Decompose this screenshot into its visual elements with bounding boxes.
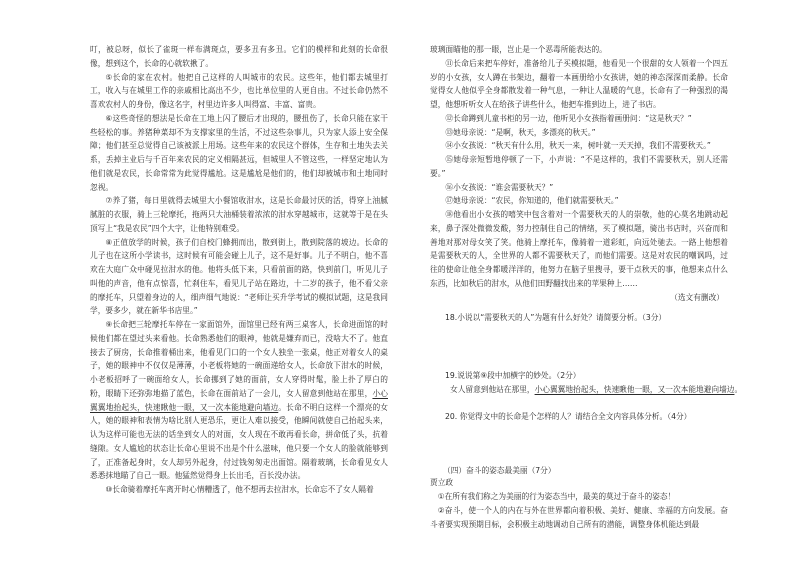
section-4-paragraph-2: ②奋斗，使一个人的内在与外在世界都向着积极、美好、健康、幸福的方向发展。奋斗者要实现预期目标，会积极主动地调动自己所有的潜能，调整身体机能达到最 bbox=[430, 506, 728, 529]
quote-after: 。 bbox=[734, 385, 743, 394]
question-20: 20. 你觉得文中的长命是个怎样的人？请结合全文内容具体分析。（4分） bbox=[445, 412, 692, 421]
section-4-paragraph-1: ①在所有我们称之为美丽的行为姿态当中，最美的莫过于奋斗的姿态！ bbox=[437, 492, 676, 501]
question-19: 19.说说第⑨段中加横字的妙处。（2分） bbox=[445, 371, 581, 380]
paragraph-15: ⑮她母亲短暂地停顿了一下，小声说：“不是这样的，我们不需要秋天，别人还需要。” bbox=[430, 155, 728, 178]
paragraph-9 bbox=[90, 318, 388, 483]
source-note: （选文有删改） bbox=[670, 292, 724, 302]
left-column bbox=[90, 43, 388, 497]
paragraph-9-before: ⑨长命把三轮摩托车停在一家面馆外，面馆里已经有两三桌客人，长命进面馆的时候他们都在望过头来看他。长命熟悉他们的眼神，他就是嫌弃而已，没啥大不了。他直接去了厨房，长命推着桶出来，他看见门口的一个女人独坐一张桌，他正对着女人的桌子，她的眼神中不仅仅是薄薄，小老板将她的一碗面递给女人，长命放下泔水的时候，小老板招呼了一碗面给女人，长命挪到了她的面前，女人穿得时髦，脸上扑了厚白的粉，眼睛下还弥弥地描了蓝色，长命在面前站了一会儿，女人留意到他站在那里， bbox=[90, 320, 388, 398]
paragraph-9-underlined: 小心翼翼地抬起头，快速瞅他一眼，又一次本能地避向墙边 bbox=[90, 388, 388, 412]
quote-underlined: 小心翼翼地抬起头，快速瞅他一眼，又一次本能地避向墙边 bbox=[534, 385, 735, 394]
right-column-story bbox=[430, 43, 728, 304]
paragraph-16: ⑯小女孩说：“谁会需要秋天？” bbox=[445, 182, 554, 192]
paragraph-13: ⑬她母亲说：“是啊，秋天，多漂亮的秋天。” bbox=[445, 127, 596, 137]
paragraph-11: ⑪长命后来把车停好，准备给儿子买模拟题，他看见一个很甜的女人领着一个四五岁的小女孩，女人蹲在书架边，翻着一本画册给小女孩讲，她的神态深深而柔静。长命觉得女人他似乎全身都散发着一种气息，一种让人温暖的气息，长命有了一种强烈的渴望，他想听听女人在给孩子讲些什么，他把车推到边上，进了书店。 bbox=[430, 58, 728, 109]
paragraph-10: ⑩长命骑着摩托车离开时心情糟透了，他不想再去拉泔水，长命忘不了女人隔着 bbox=[105, 485, 374, 494]
paragraph-continued: 叮，被总呀，似长了雀斑一样布满斑点，要多丑有多丑。它们的模样和此刻的长命很像，想到这个，长命的心就软揪了。 bbox=[90, 45, 388, 68]
paragraph-18: ⑱他看出小女孩的嘻笑中包含着对一个需要秋天的人的崇敬，他的心莫名地跳动起来，鼻子深处微微发酸，努力控制住自己的情绪，买了模拟题，骑出书店时，兴奋而和善地对那对母女笑了笑。他骑上摩托车，像骑着一道彩虹，向远处驰去。一路上他想着是需要秋天的人，全世界的人都不需要秋天了，而他们需要。这是对农民的嘲讽吗，过往的使命让他全身都暖洋洋的，他努力在脑子里搜寻，要干点秋天的事，他想来点什么东西，比如秋后的泔水，从他们田野翻找出来的苹果种上…… bbox=[430, 210, 728, 288]
section-4-author: 贾立政 bbox=[430, 478, 454, 487]
paragraph-9-after: 。长命不明白这样一个漂亮的女人，她的眼神和表情为啥比别人更恐乐，更让人难以接受，他瞬间就使自己抬起头来，认为这样可能也无法的话坐到女人的对面，女人现在不敢再看长命，拼命低了头，抗着缝隙。女人尴尬的状态让长命心里说不出是个什么滋味，他只要一个女人的脸就能够到了，正准备起身时，女人却另外起身，付过钱匆匆走出面馆。隔着玻璃，长命看见女人悉悉抹地瞄了自己一眼。他猛然觉得身上长出毛，百长没办法。 bbox=[90, 402, 388, 481]
question-19-quote bbox=[450, 383, 742, 397]
paragraph-12: ⑫长命蹲到儿童书柜的另一边，他听见小女孩指着画册问：“这是秋天？” bbox=[445, 113, 692, 123]
paragraph-7: ⑦养了猪，每日里就得去城里大小餐馆收泔水，这是长命最讨厌的活，得穿上油腻腻脏的衣服，骑上三轮摩托，拖两只大油桶装着浓浓的泔水穿越城市，这就等于是在头顶写上“我是农民”四个大字，让他特别难受。 bbox=[90, 196, 388, 233]
paragraph-14: ⑭小女孩说：“秋天有什么用，秋天一来，树叶就一天天掉，我们不需要秋天。” bbox=[445, 141, 711, 151]
section-4-heading: （四）奋斗的姿态最美丽（7分） bbox=[443, 466, 556, 475]
paragraph-continued-right: 玻璃面瞄他的那一眼，岂止是一个恶毒所能表达的。 bbox=[430, 45, 607, 54]
paragraph-17: ⑰她母亲说：“农民，你知道的，他们就需要秋天。” bbox=[445, 196, 619, 206]
question-18: 18.小说以“需要秋天的人”为题有什么好处？请简要分析。（3分） bbox=[445, 313, 667, 322]
paragraph-8: ⑧正值放学的时候，孩子们自校门蜂拥而出，散到街上，散到院落的坡边。长命的儿子也在这所小学读书，这时候有可能会碰上儿子，这不是好事。儿子不明白，他不喜欢在大庭广众中碰见拉泔水的他。他将头低下来，只看前面的路，快到前门，听见儿子叫他的声音，他有点惊喜，忙刹住车，看见儿子站在路边，十二岁的孩子，他不看父亲的摩托车，只望着身边的人，细声细气地说：“老师让买升学考试的模拟试题，这是我同学，要多少，就在新华书店里。” bbox=[90, 237, 388, 316]
paragraph-5: ⑤长命的家在农村。他把自己这样的人叫城市的农民。这些年，他们都去城里打工，收入与在城里工作的亲戚相比高出不少，也比单位里的人更自由。不过长命仍然不喜欢农村人的身份，像这名字，村里边许多人叫得富、丰富、富贵。 bbox=[90, 72, 388, 109]
paragraph-6: ⑥这些奇怪的想法是长命在工地上闪了腰后才出现的，腰扭伤了，长命只能在家干些轻松的事。养猪种菜却不为支撑家里的生活，不过这些杂事儿，只为家人添上安全保障；他们甚至总觉得自己该被派上用场。这些年来的农民这个群体，生存和土地失去关系，丢掉主业后与千百年来农民的定义相隔甚远，但城里人不管这些，一样坚定地认为他们就是农民，长命常常为此觉得尴尬。这是尴尬是他们的，他们却被城市和土地同时忽视。 bbox=[90, 113, 388, 192]
quote-before: 女人留意到他站在那里， bbox=[450, 385, 535, 394]
